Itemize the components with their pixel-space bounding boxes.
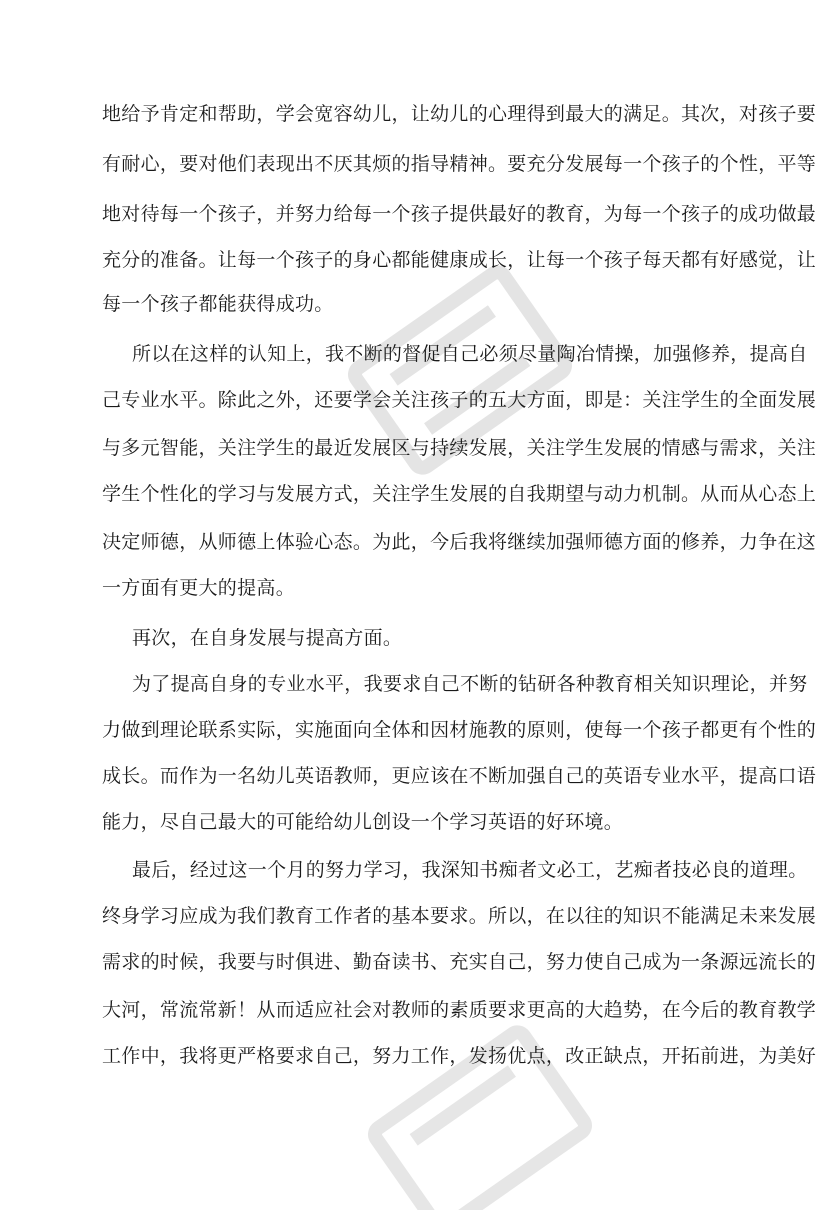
text-line: 决定师德，从师德上体验心态。为此，今后我将继续加强师德方面的修养，力争在这 [102, 531, 817, 553]
text-line: 为了提高自身的专业水平，我要求自己不断的钻研各种教育相关知识理论，并努 [132, 673, 808, 695]
text-line: 所以在这样的认知上，我不断的督促自己必须尽量陶冶情操，加强修养，提高自 [132, 343, 808, 365]
text-line: 最后，经过这一个月的努力学习，我深知书痴者文必工，艺痴者技必良的道理。 [132, 859, 808, 881]
text-line: 与多元智能，关注学生的最近发展区与持续发展，关注学生发展的情感与需求，关注 [102, 437, 817, 459]
text-line: 工作中，我将更严格要求自己，努力工作，发扬优点，改正缺点，开拓前进，为美好 [102, 1045, 817, 1067]
text-line: 己专业水平。除此之外，还要学会关注孩子的五大方面，即是：关注学生的全面发展 [102, 389, 817, 411]
text-line: 能力，尽自己最大的可能给幼儿创设一个学习英语的好环境。 [102, 811, 624, 833]
text-line: 终身学习应成为我们教育工作者的基本要求。所以，在以往的知识不能满足未来发展 [102, 905, 817, 927]
text-line: 有耐心，要对他们表现出不厌其烦的指导精神。要充分发展每一个孩子的个性，平等 [102, 153, 817, 175]
text-line: 大河，常流常新！从而适应社会对教师的素质要求更高的大趋势，在今后的教育教学 [102, 999, 817, 1021]
watermark-logo [350, 1010, 610, 1210]
text-line: 地对待每一个孩子，并努力给每一个孩子提供最好的教育，为每一个孩子的成功做最 [102, 203, 817, 225]
text-line: 力做到理论联系实际，实施面向全体和因材施教的原则，使每一个孩子都更有个性的 [102, 719, 817, 741]
text-line: 学生个性化的学习与发展方式，关注学生发展的自我期望与动力机制。从而从心态上 [102, 483, 817, 505]
text-line: 每一个孩子都能获得成功。 [102, 293, 334, 315]
text-line: 需求的时候，我要与时俱进、勤奋读书、充实自己，努力使自己成为一条源远流长的 [102, 951, 817, 973]
text-line: 再次，在自身发展与提高方面。 [132, 627, 403, 649]
text-line: 地给予肯定和帮助，学会宽容幼儿，让幼儿的心理得到最大的满足。其次，对孩子要 [102, 103, 817, 125]
text-line: 充分的准备。让每一个孩子的身心都能健康成长，让每一个孩子每天都有好感觉，让 [102, 249, 817, 271]
text-line: 一方面有更大的提高。 [102, 577, 296, 599]
text-line: 成长。而作为一名幼儿英语教师，更应该在不断加强自己的英语专业水平，提高口语 [102, 765, 817, 787]
